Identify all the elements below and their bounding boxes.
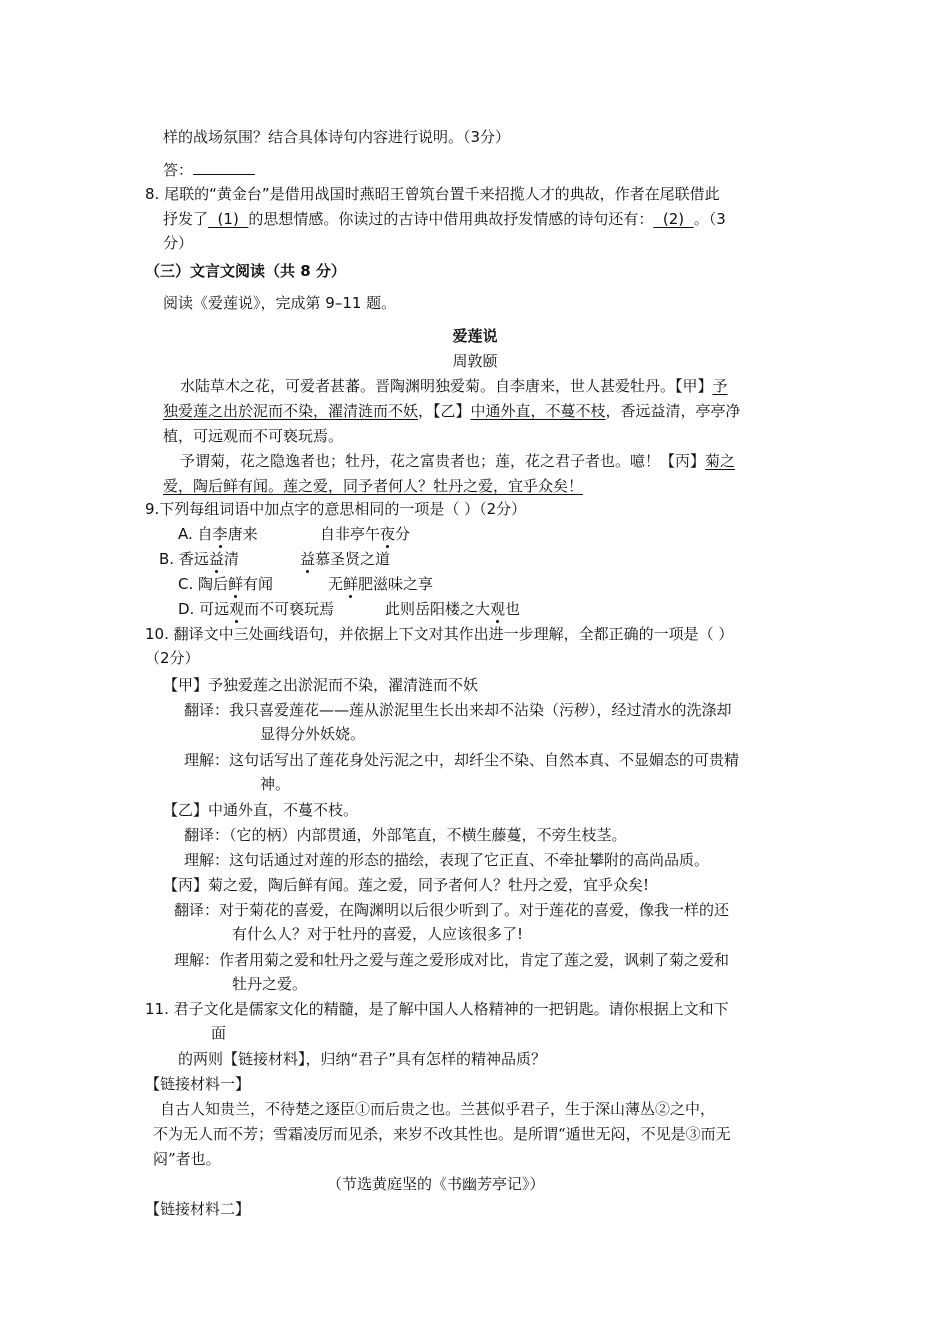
underlined-sentence-bing: 爱，陶后鲜有闻。莲之爱，同予者何人？牡丹之爱，宜乎众矣！	[163, 477, 584, 495]
q10-bing-understanding-cont: 牡丹之爱。	[232, 975, 308, 993]
dotted-char: 观	[490, 600, 506, 618]
q7-answer-row	[163, 158, 255, 181]
q10-jia-translation: 翻译：我只喜爱莲花——莲从淤泥里生长出来却不沾染（污秽），经过清水的洗涤却	[184, 701, 732, 719]
q10-bing-translation-cont: 有什么人？对于牡丹的喜爱，人应该很多了!	[232, 925, 524, 943]
underlined-sentence-jia: 独爱莲之出於泥而不染，濯清涟而不妖	[163, 402, 419, 420]
underlined-sentence-yi: 中通外直，不蔓不枝	[470, 402, 606, 420]
passage-text: ，【乙】	[418, 402, 471, 420]
dotted-char: 鲜	[343, 575, 359, 593]
q8-stem-line3: 分）	[163, 234, 194, 252]
dotted-char: 鲜	[228, 575, 244, 593]
q7-answer-label: 答：	[163, 161, 194, 179]
passage-title: 爱莲说	[452, 327, 498, 345]
section-instruction: 阅读《爱莲说》，完成第 9–11 题。	[163, 294, 397, 312]
q10-jia-quote: 【甲】予独爱莲之出淤泥而不染，濯清涟而不妖	[163, 676, 479, 694]
passage-p2-line1	[180, 450, 735, 472]
q8-text: 抒发了	[163, 210, 209, 228]
q11-stem-line1: 11. 君子文化是儒家文化的精髓，是了解中国人人格精神的一把钥匙。请你根据上文和下	[145, 1000, 729, 1018]
q10-yi-quote: 【乙】中通外直，不蔓不枝。	[163, 801, 359, 819]
q9-option-d-compare: 此则岳阳楼之大观也	[385, 600, 521, 618]
q9-option-a-compare: 自非亭午夜分	[320, 525, 411, 543]
q8-stem-line1: 8. 尾联的“黄金台”是借用战国时燕昭王曾筑台置千来招揽人才的典故，作者在尾联借此	[145, 185, 720, 203]
q10-yi-translation: 翻译：（它的柄）内部贯通，外部笔直，不横生藤蔓，不旁生枝茎。	[184, 826, 627, 844]
passage-author: 周敦颐	[452, 352, 498, 370]
passage-p1-line2	[163, 400, 741, 422]
link-material-1-label: 【链接材料一】	[145, 1075, 251, 1093]
link-material-1-line1: 自古人知贵兰，不待楚之逐臣①而后贵之也。兰甚似乎君子，生于深山薄丛②之中，	[160, 1100, 716, 1118]
dotted-char: 益	[208, 550, 224, 568]
link-material-2-label: 【链接材料二】	[145, 1200, 251, 1218]
q11-stem-line2: 面	[211, 1024, 227, 1042]
q10-bing-understanding: 理解：作者用菊之爱和牡丹之爱与莲之爱形成对比，肯定了莲之爱，讽刺了菊之爱和	[174, 951, 730, 969]
q8-stem-line2	[163, 208, 726, 230]
q7-text-line: 样的战场氛围？结合具体诗句内容进行说明。（3分）	[163, 128, 511, 146]
link-material-1-line2: 不为无人而不芳；雪霜凌厉而见杀，来岁不改其性也。是所谓“遁世无闷，不见是③而无	[153, 1125, 731, 1143]
link-material-1-source: （节选黄庭坚的《书幽芳亭记》）	[327, 1175, 545, 1193]
q10-stem-line1: 10. 翻译文中三处画线语句，并依据上下文对其作出进一步理解，全都正确的一项是（ ）	[145, 625, 734, 643]
q7-answer-blank[interactable]	[193, 158, 255, 175]
q9-option-c[interactable]: C. 陶后鲜有闻	[178, 575, 274, 593]
q9-option-b[interactable]: B. 香远益清	[159, 550, 239, 568]
passage-text: 水陆草木之花，可爱者甚蕃。晋陶渊明独爱菊。自李唐来，世人甚爱牡丹。【甲】	[180, 377, 713, 395]
q10-jia-translation-cont: 显得分外妖娆。	[260, 725, 366, 743]
passage-text: 予谓菊，花之隐逸者也；牡丹，花之富贵者也；莲，花之君子者也。噫！【丙】	[180, 452, 706, 470]
q10-stem-line2: （2分）	[145, 649, 200, 667]
passage-p2-line2	[163, 475, 583, 497]
link-material-1-line3: 闷”者也。	[153, 1150, 221, 1168]
passage-p1-line3: 植，可远观而不可亵玩焉。	[163, 427, 344, 445]
q9-stem: 9.下列每组词语中加点字的意思相同的一项是（ ）（2分）	[145, 500, 527, 518]
underlined-sentence-bing: 菊之	[705, 452, 736, 470]
q10-yi-understanding: 理解：这句话通过对莲的形态的描绘，表现了它正直、不牵扯攀附的高尚品质。	[184, 851, 710, 869]
passage-p1-line1	[180, 375, 728, 397]
dotted-char: 李	[212, 525, 228, 543]
q9-option-b-compare: 益慕圣贤之道	[300, 550, 391, 568]
q8-blank-1[interactable]: (1)	[208, 210, 249, 228]
q8-blank-2[interactable]: (2)	[653, 210, 694, 228]
option-word: A. 自李唐来	[178, 525, 258, 543]
q10-jia-understanding: 理解：这句话写出了莲花身处污泥之中，却纤尘不染、自然本真、不显媚态的可贵精	[184, 751, 740, 769]
q9-option-a[interactable]	[178, 523, 258, 545]
q11-stem-line3: 的两则【链接材料】，归纳“君子”具有怎样的精神品质？	[178, 1050, 547, 1068]
dotted-char: 益	[300, 550, 316, 568]
q10-bing-quote: 【丙】菊之爱，陶后鲜有闻。莲之爱，同予者何人？牡丹之爱，宜乎众矣!	[163, 876, 650, 894]
dotted-char: 夜	[380, 525, 396, 543]
q10-jia-understanding-cont: 神。	[260, 775, 291, 793]
q8-text: 。（3	[693, 210, 726, 228]
q8-text: 的思想情感。你读过的古诗中借用典故抒发情感的诗句还有：	[248, 210, 654, 228]
section-heading: （三）文言文阅读（共 8 分）	[145, 262, 346, 280]
underlined-sentence-jia: 予	[712, 377, 728, 395]
q9-option-d[interactable]: D. 可远观而不可亵玩焉	[178, 600, 335, 618]
q10-bing-translation: 翻译：对于菊花的喜爱，在陶渊明以后很少听到了。对于莲花的喜爱，像我一样的还	[174, 901, 730, 919]
dotted-char: 观	[229, 600, 245, 618]
q9-option-c-compare: 无鲜肥滋味之享	[328, 575, 434, 593]
passage-text: ，香远益清，亭亭净	[605, 402, 741, 420]
